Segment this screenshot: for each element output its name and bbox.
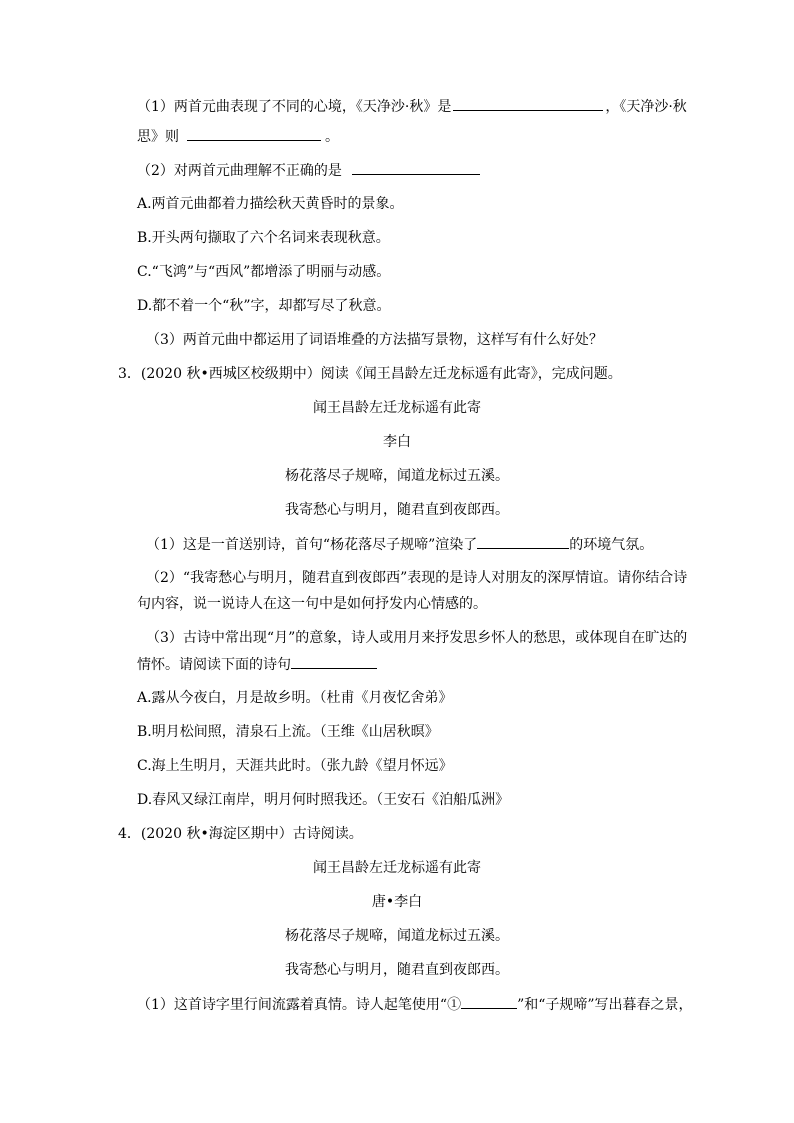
q2-option-a: A.两首元曲都着力描绘秋天黄昏时的景象。 xyxy=(137,196,404,212)
answer-blank[interactable] xyxy=(453,96,603,111)
answer-blank[interactable] xyxy=(352,160,480,175)
answer-blank[interactable] xyxy=(477,534,569,549)
q3-sub2-line1: （2）“我寄愁心与明月，随君直到夜郎西”表现的是诗人对朋友的深厚情谊。请你结合诗 xyxy=(146,570,688,586)
q3-sub1-text-a: （1）这是一首送别诗，首句“杨花落尽子规啼”渲染了 xyxy=(146,537,478,553)
q2-option-c: C.“飞鸿”与“西风”都增添了明丽与动感。 xyxy=(137,264,391,280)
answer-blank[interactable] xyxy=(461,994,517,1009)
q3-header: 3．(2020 秋•西城区校级期中）阅读《闻王昌龄左迁龙标遥有此寄》，完成问题。 xyxy=(118,366,622,382)
answer-blank[interactable] xyxy=(187,126,321,141)
q2-sub2 xyxy=(137,160,480,181)
q2-sub1-end: 。 xyxy=(325,129,339,145)
q2-option-b: B.开头两句撷取了六个名词来表现秋意。 xyxy=(137,230,390,246)
q2-option-d: D.都不着一个“秋”字，却都写尽了秋意。 xyxy=(137,298,391,314)
q4-poem-line1: 杨花落尽子规啼，闻道龙标过五溪。 xyxy=(285,928,509,944)
q2-sub1-text-c: 思》则 xyxy=(137,129,179,145)
q3-option-c: C.海上生明月，天涯共此时。（张九龄《望月怀远》 xyxy=(137,758,453,774)
q3-option-b: B.明月松间照，清泉石上流。（王维《山居秋暝》 xyxy=(137,724,439,740)
q3-poem-line1: 杨花落尽子规啼，闻道龙标过五溪。 xyxy=(285,468,509,484)
q4-header: 4．(2020 秋•海淀区期中）古诗阅读。 xyxy=(118,826,363,842)
q3-sub2-line2: 句内容，说一说诗人在这一句中是如何抒发内心情感的。 xyxy=(137,596,487,612)
q4-poem-title: 闻王昌龄左迁龙标遥有此寄 xyxy=(313,860,481,876)
q3-sub3-line1: （3）古诗中常出现“月”的意象，诗人或用月来抒发思乡怀人的愁思，或体现自在旷达的 xyxy=(146,630,688,646)
q3-sub3-text: 情怀。请阅读下面的诗句 xyxy=(137,657,291,673)
q4-sub1 xyxy=(137,994,693,1015)
q2-sub1-line2 xyxy=(137,126,339,147)
answer-blank[interactable] xyxy=(291,654,377,669)
q2-sub1-text-a: （1）两首元曲表现了不同的心境，《天净沙·秋》是 xyxy=(137,99,452,115)
q2-sub1-text-b: ，《天净沙·秋 xyxy=(605,99,687,115)
q2-sub2-text: （2）对两首元曲理解不正确的是 xyxy=(137,163,342,179)
q2-sub3: （3）两首元曲中都运用了词语堆叠的方法描写景物，这样写有什么好处？ xyxy=(146,332,603,348)
q2-sub1-line1 xyxy=(137,96,687,117)
q3-option-a: A.露从今夜白，月是故乡明。（杜甫《月夜忆舍弟》 xyxy=(137,690,453,706)
q4-sub1-text-a: （1）这首诗字里行间流露着真情。诗人起笔使用“① xyxy=(137,997,462,1013)
q4-poem-author: 唐•李白 xyxy=(371,894,423,910)
q3-poem-line2: 我寄愁心与明月，随君直到夜郎西。 xyxy=(285,502,509,518)
q3-sub1 xyxy=(146,534,653,555)
q4-sub1-text-b: ”和“子规啼”写出暮春之景， xyxy=(517,997,693,1013)
q3-option-d: D.春风又绿江南岸，明月何时照我还。（王安石《泊船瓜洲》 xyxy=(137,792,510,808)
q3-poem-title: 闻王昌龄左迁龙标遥有此寄 xyxy=(313,400,481,416)
q4-poem-line2: 我寄愁心与明月，随君直到夜郎西。 xyxy=(285,962,509,978)
q3-poem-author: 李白 xyxy=(383,434,411,450)
q3-sub1-text-b: 的环境气氛。 xyxy=(569,537,654,553)
q3-sub3-line2 xyxy=(137,654,377,675)
